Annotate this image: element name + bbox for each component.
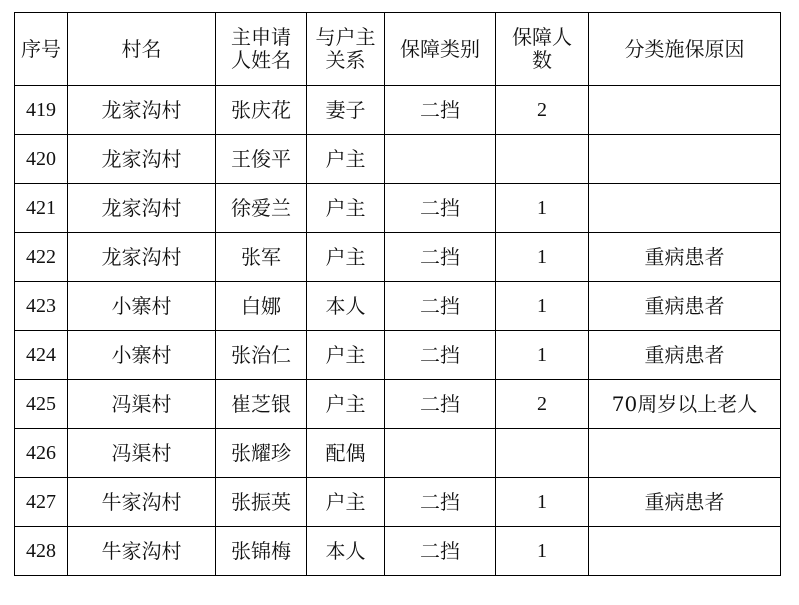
header-category: 保障类别 [385, 13, 496, 86]
cell-category: 二挡 [385, 184, 496, 233]
cell-category [385, 429, 496, 478]
cell-village: 小寨村 [68, 282, 216, 331]
cell-relation: 本人 [307, 527, 385, 576]
cell-name: 崔芝银 [216, 380, 307, 429]
cell-name: 徐爱兰 [216, 184, 307, 233]
cell-reason [589, 429, 781, 478]
cell-category: 二挡 [385, 233, 496, 282]
table-row [15, 86, 781, 135]
header-seq: 序号 [15, 13, 68, 86]
cell-relation: 配偶 [307, 429, 385, 478]
cell-count: 1 [496, 233, 589, 282]
cell-seq: 426 [15, 429, 68, 478]
header-count [496, 13, 589, 86]
cell-village: 龙家沟村 [68, 233, 216, 282]
cell-seq: 428 [15, 527, 68, 576]
table-row [15, 380, 781, 429]
cell-name: 张振英 [216, 478, 307, 527]
cell-reason: 重病患者 [589, 331, 781, 380]
cell-count: 1 [496, 331, 589, 380]
cell-reason: 重病患者 [589, 478, 781, 527]
cell-village: 冯渠村 [68, 429, 216, 478]
cell-category [385, 135, 496, 184]
cell-relation: 户主 [307, 380, 385, 429]
table-row [15, 282, 781, 331]
cell-reason: 重病患者 [589, 233, 781, 282]
cell-relation: 户主 [307, 184, 385, 233]
cell-village: 龙家沟村 [68, 184, 216, 233]
header-village: 村名 [68, 13, 216, 86]
cell-seq: 423 [15, 282, 68, 331]
cell-seq: 419 [15, 86, 68, 135]
cell-count: 1 [496, 478, 589, 527]
cell-village: 冯渠村 [68, 380, 216, 429]
cell-category: 二挡 [385, 282, 496, 331]
cell-relation: 户主 [307, 331, 385, 380]
header-row [15, 13, 781, 86]
cell-category: 二挡 [385, 527, 496, 576]
cell-reason [589, 527, 781, 576]
cell-category: 二挡 [385, 478, 496, 527]
cell-count: 2 [496, 380, 589, 429]
header-relation [307, 13, 385, 86]
table-row [15, 527, 781, 576]
cell-name: 张锦梅 [216, 527, 307, 576]
cell-seq: 427 [15, 478, 68, 527]
table-row [15, 184, 781, 233]
cell-name: 张军 [216, 233, 307, 282]
cell-count [496, 429, 589, 478]
header-applicant-name [216, 13, 307, 86]
cell-village: 龙家沟村 [68, 86, 216, 135]
cell-relation: 户主 [307, 478, 385, 527]
table-row [15, 331, 781, 380]
cell-category: 二挡 [385, 86, 496, 135]
cell-name: 王俊平 [216, 135, 307, 184]
cell-seq: 424 [15, 331, 68, 380]
relief-roster-table [14, 12, 781, 576]
table-row [15, 135, 781, 184]
cell-reason [589, 135, 781, 184]
cell-name: 张耀珍 [216, 429, 307, 478]
cell-count: 2 [496, 86, 589, 135]
cell-category: 二挡 [385, 380, 496, 429]
cell-relation: 户主 [307, 233, 385, 282]
cell-category: 二挡 [385, 331, 496, 380]
cell-relation: 本人 [307, 282, 385, 331]
cell-village: 牛家沟村 [68, 527, 216, 576]
header-applicant-line1: 主申请 [231, 25, 291, 49]
cell-village: 小寨村 [68, 331, 216, 380]
cell-name: 张治仁 [216, 331, 307, 380]
cell-seq: 420 [15, 135, 68, 184]
header-count-line1: 保障人 [512, 25, 572, 49]
cell-relation: 户主 [307, 135, 385, 184]
cell-seq: 421 [15, 184, 68, 233]
header-applicant-line2: 人姓名 [231, 48, 291, 72]
cell-count [496, 135, 589, 184]
cell-reason: 70周岁以上老人 [589, 380, 781, 429]
cell-reason [589, 184, 781, 233]
cell-reason [589, 86, 781, 135]
table-row [15, 429, 781, 478]
cell-name: 张庆花 [216, 86, 307, 135]
cell-reason: 重病患者 [589, 282, 781, 331]
cell-seq: 425 [15, 380, 68, 429]
cell-count: 1 [496, 184, 589, 233]
cell-village: 龙家沟村 [68, 135, 216, 184]
cell-name: 白娜 [216, 282, 307, 331]
header-reason: 分类施保原因 [589, 13, 781, 86]
header-count-line2: 数 [532, 48, 552, 72]
header-relation-line2: 关系 [325, 48, 366, 72]
cell-village: 牛家沟村 [68, 478, 216, 527]
table-row [15, 233, 781, 282]
cell-seq: 422 [15, 233, 68, 282]
table-row [15, 478, 781, 527]
header-relation-line1: 与户主 [315, 25, 376, 49]
cell-count: 1 [496, 282, 589, 331]
cell-count: 1 [496, 527, 589, 576]
cell-relation: 妻子 [307, 86, 385, 135]
